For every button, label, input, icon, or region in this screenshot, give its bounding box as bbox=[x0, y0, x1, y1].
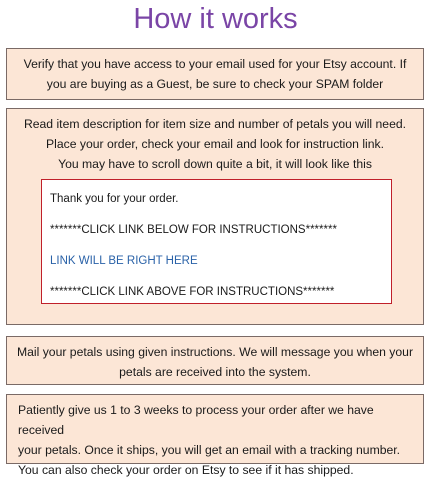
step-4-line-3: You can also check your order on Etsy to see if it has shipped. bbox=[18, 463, 354, 477]
email-instruction-link: LINK WILL BE RIGHT HERE bbox=[50, 255, 198, 267]
step-4-box bbox=[6, 394, 424, 477]
page-title: How it works bbox=[133, 3, 298, 35]
step-1-line-2: you are buying as a Guest, be sure to check your SPAM folder bbox=[46, 77, 384, 91]
step-3-line-1: Mail your petals using given instructions. We will message you when your bbox=[16, 345, 414, 359]
step-1-box bbox=[6, 48, 424, 100]
step-2-line-1: Read item description for item size and number of petals you will need. bbox=[23, 117, 407, 131]
step-2-line-3: You may have to scroll down quite a bit, it will look like this bbox=[58, 157, 372, 171]
email-thanks-text: Thank you for your order. bbox=[50, 193, 179, 205]
step-4-line-1: Patiently give us 1 to 3 weeks to process your order after we have received bbox=[18, 403, 374, 437]
email-click-above-text: *******CLICK LINK ABOVE FOR INSTRUCTIONS******* bbox=[50, 286, 335, 298]
step-2-line-2: Place your order, check your email and look for instruction link. bbox=[45, 137, 385, 151]
step-3-line-2: petals are received into the system. bbox=[119, 365, 311, 379]
step-4-line-2: your petals. Once it ships, you will get an email with a tracking number. bbox=[18, 443, 401, 457]
step-1-line-1: Verify that you have access to your email used for your Etsy account. If bbox=[23, 57, 407, 71]
step-2-box bbox=[6, 108, 424, 325]
email-click-below-text: *******CLICK LINK BELOW FOR INSTRUCTIONS******* bbox=[50, 224, 337, 236]
step-3-box bbox=[6, 336, 424, 385]
example-email-box bbox=[41, 179, 392, 304]
